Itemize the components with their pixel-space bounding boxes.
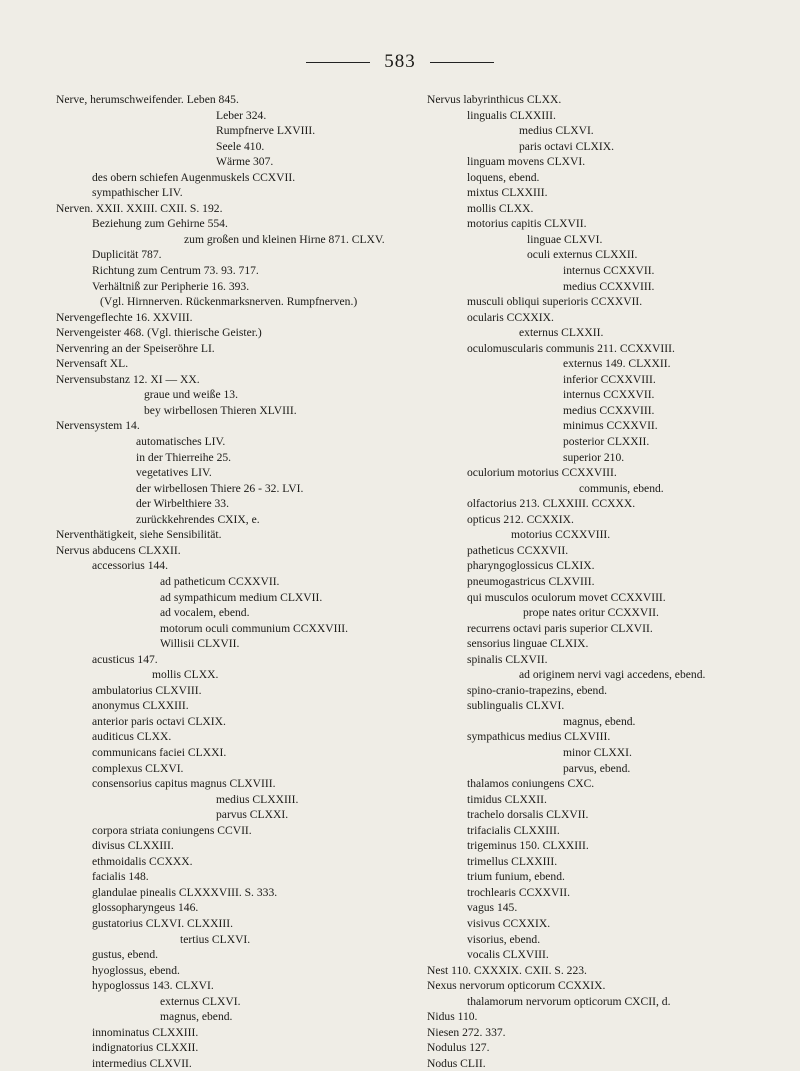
index-entry: Nervensubstanz 12. XI — XX. xyxy=(56,372,200,386)
index-entry: medius CLXVI. xyxy=(519,124,594,138)
index-entry: trigeminus 150. CLXXIII. xyxy=(467,839,589,853)
index-entry: medius CCXXVIII. xyxy=(563,279,655,293)
index-entry: motorum oculi communium CCXXVIII. xyxy=(160,621,349,635)
index-entry: Nervenring an der Speiseröhre LI. xyxy=(56,341,215,355)
index-entry: parvus CLXXI. xyxy=(216,808,289,822)
index-entry: Seele 410. xyxy=(216,139,265,153)
index-entry: divisus CLXXIII. xyxy=(92,839,174,853)
index-entry: Nexus nervorum opticorum CCXXIX. xyxy=(427,979,606,993)
index-entry: Rumpfnerve LXVIII. xyxy=(216,124,316,138)
index-entry: sensorius linguae CLXIX. xyxy=(467,637,589,651)
index-entry: visorius, ebend. xyxy=(467,932,541,946)
index-entry: minimus CCXXVII. xyxy=(563,419,658,433)
index-entry: accessorius 144. xyxy=(92,559,168,573)
index-entry: loquens, ebend. xyxy=(467,170,540,184)
index-entry: corpora striata coniungens CCVII. xyxy=(92,823,252,837)
index-entry: trimellus CLXXIII. xyxy=(467,854,558,868)
index-entry: oculorium motorius CCXXVIII. xyxy=(467,466,617,480)
index-entry: spino-cranio-trapezins, ebend. xyxy=(467,683,608,697)
index-entry: recurrens octavi paris superior CLXVII. xyxy=(467,621,653,635)
index-entry: Beziehung zum Gehirne 554. xyxy=(92,217,228,231)
index-entry: thalamos coniungens CXC. xyxy=(467,777,595,791)
index-entry: patheticus CCXXVII. xyxy=(467,543,569,557)
index-entry: externus CLXVI. xyxy=(160,994,241,1008)
index-entry: mollis CLXX. xyxy=(152,668,219,682)
index-entry: communicans faciei CLXXI. xyxy=(92,745,227,759)
index-entry: Nervengeflechte 16. XXVIII. xyxy=(56,310,193,324)
index-entry: Nidus 110. xyxy=(427,1010,478,1024)
index-entry: indignatorius CLXXII. xyxy=(92,1041,199,1055)
left-index-column xyxy=(56,92,416,1071)
index-entry: medius CLXXIII. xyxy=(216,792,299,806)
index-entry: innominatus CLXXIII. xyxy=(92,1025,199,1039)
index-entry: glandulae pinealis CLXXXVIII. S. 333. xyxy=(92,885,278,899)
index-entry: internus CCXXVII. xyxy=(563,388,655,402)
index-entry: zurückkehrendes CXIX, e. xyxy=(136,512,260,526)
index-entry: mixtus CLXXIII. xyxy=(467,186,548,200)
index-entry: bey wirbellosen Thieren XLVIII. xyxy=(144,403,297,417)
index-entry: automatisches LIV. xyxy=(136,435,226,449)
index-entry: Niesen 272. 337. xyxy=(427,1025,506,1039)
index-entry: Richtung zum Centrum 73. 93. 717. xyxy=(92,264,259,278)
index-entry: vagus 145. xyxy=(467,901,518,915)
index-entry: paris octavi CLXIX. xyxy=(519,139,614,153)
index-entry: ocularis CCXXIX. xyxy=(467,310,554,324)
index-entry: motorius capitis CLXVII. xyxy=(467,217,587,231)
index-entry: Wärme 307. xyxy=(216,155,274,169)
index-entry: glossopharyngeus 146. xyxy=(92,901,199,915)
index-entry: der Wirbelthiere 33. xyxy=(136,497,229,511)
index-entry: gustatorius CLXVI. CLXXIII. xyxy=(92,916,234,930)
index-entry: Nerven. XXII. XXIII. CXII. S. 192. xyxy=(56,201,223,215)
index-entry: magnus, ebend. xyxy=(160,1010,233,1024)
index-entry: Nerve, herumschweifender. Leben 845. xyxy=(56,93,239,106)
header-rule-left xyxy=(306,62,370,63)
index-entry: olfactorius 213. CLXXIII. CCXXX. xyxy=(467,497,636,511)
index-entry: ethmoidalis CCXXX. xyxy=(92,854,193,868)
index-entry: ambulatorius CLXVIII. xyxy=(92,683,202,697)
index-entry: facialis 148. xyxy=(92,870,149,884)
header-rule-right xyxy=(430,62,494,63)
index-entry: lingualis CLXXIII. xyxy=(467,108,556,122)
index-entry: auditicus CLXX. xyxy=(92,730,172,744)
index-entry: graue und weiße 13. xyxy=(144,388,239,402)
index-entry: Nodus CLII. xyxy=(427,1056,486,1070)
index-entry: Leber 324. xyxy=(216,108,267,122)
page-header xyxy=(0,48,800,76)
index-entry: linguam movens CLXVI. xyxy=(467,155,586,169)
index-entry: timidus CLXXII. xyxy=(467,792,547,806)
index-entry: inferior CCXXVIII. xyxy=(563,372,656,386)
index-entry: Nodulus 127. xyxy=(427,1041,490,1055)
index-entry: trium funium, ebend. xyxy=(467,870,565,884)
index-entry: Duplicität 787. xyxy=(92,248,162,262)
index-entry: gustus, ebend. xyxy=(92,948,159,962)
index-entry: in der Thierreihe 25. xyxy=(136,450,232,464)
index-entry: (Vgl. Hirnnerven. Rückenmarksnerven. Rumpfnerven.) xyxy=(100,295,358,309)
index-entry: trifacialis CLXXIII. xyxy=(467,823,560,837)
index-entry: oculi externus CLXXII. xyxy=(527,248,638,262)
index-entry: ad sympathicum medium CLXVII. xyxy=(160,590,323,604)
index-entry: medius CCXXVIII. xyxy=(563,403,655,417)
index-entry: visivus CCXXIX. xyxy=(467,916,551,930)
page-number: 583 xyxy=(384,51,416,72)
index-entry: Nervensaft XL. xyxy=(56,357,129,371)
index-entry: intermedius CLXVII. xyxy=(92,1056,192,1070)
index-entry: internus CCXXVII. xyxy=(563,264,655,278)
index-entry: linguae CLXVI. xyxy=(527,232,603,246)
index-entry: Nervensystem 14. xyxy=(56,419,140,433)
index-entry: zum großen und kleinen Hirne 871. CLXV. xyxy=(184,232,385,246)
index-entry: trachelo dorsalis CLXVII. xyxy=(467,808,589,822)
index-entry: spinalis CLXVII. xyxy=(467,652,548,666)
index-entry: Nervus abducens CLXXII. xyxy=(56,543,181,557)
index-entry: Nerventhätigkeit, siehe Sensibilität. xyxy=(56,528,222,542)
index-entry: vocalis CLXVIII. xyxy=(467,948,549,962)
index-entry: Nervengeister 468. (Vgl. thierische Geister.) xyxy=(56,326,262,340)
index-entry: des obern schiefen Augenmuskels CCXVII. xyxy=(92,170,296,184)
index-entry: mollis CLXX. xyxy=(467,201,534,215)
index-entry: externus CLXXII. xyxy=(519,326,604,340)
index-entry: externus 149. CLXXII. xyxy=(563,357,671,371)
index-entry: Willisii CLXVII. xyxy=(160,637,240,651)
index-entry: prope nates oritur CCXXVII. xyxy=(523,606,659,620)
index-entry: posterior CLXXII. xyxy=(563,435,650,449)
index-entry: trochlearis CCXXVII. xyxy=(467,885,571,899)
index-entry: anonymus CLXXIII. xyxy=(92,699,189,713)
index-entry: sympathischer LIV. xyxy=(92,186,183,200)
index-entry: ad vocalem, ebend. xyxy=(160,606,250,620)
index-entry: qui musculos oculorum movet CCXXVIII. xyxy=(467,590,666,604)
index-entry: pharyngoglossicus CLXIX. xyxy=(467,559,595,573)
index-entry: acusticus 147. xyxy=(92,652,158,666)
index-entry: consensorius capitus magnus CLXVIII. xyxy=(92,777,276,791)
index-entry: Nest 110. CXXXIX. CXII. S. 223. xyxy=(427,963,587,977)
index-entry: vegetatives LIV. xyxy=(136,466,212,480)
index-entry: sublingualis CLXVI. xyxy=(467,699,565,713)
index-entry: ad originem nervi vagi accedens, ebend. xyxy=(519,668,706,682)
index-entry: minor CLXXI. xyxy=(563,745,632,759)
index-entry: superior 210. xyxy=(563,450,625,464)
index-entry: communis, ebend. xyxy=(579,481,664,495)
index-entry: thalamorum nervorum opticorum CXCII, d. xyxy=(467,994,671,1008)
index-entry: complexus CLXVI. xyxy=(92,761,184,775)
index-entry: pneumogastricus CLXVIII. xyxy=(467,574,595,588)
index-entry: ad patheticum CCXXVII. xyxy=(160,574,280,588)
index-entry: anterior paris octavi CLXIX. xyxy=(92,714,226,728)
index-entry: Verhältniß zur Peripherie 16. 393. xyxy=(92,279,250,293)
index-entry: musculi obliqui superioris CCXXVII. xyxy=(467,295,643,309)
index-entry: hyoglossus, ebend. xyxy=(92,963,180,977)
index-entry: hypoglossus 143. CLXVI. xyxy=(92,979,214,993)
index-entry: tertius CLXVI. xyxy=(180,932,251,946)
index-entry: der wirbellosen Thiere 26 - 32. LVI. xyxy=(136,481,304,495)
index-entry: magnus, ebend. xyxy=(563,714,636,728)
index-entry: Nervus labyrinthicus CLXX. xyxy=(427,93,562,106)
index-entry: parvus, ebend. xyxy=(563,761,631,775)
index-entry: sympathicus medius CLXVIII. xyxy=(467,730,611,744)
index-entry: motorius CCXXVIII. xyxy=(511,528,611,542)
right-index-column xyxy=(427,92,772,1071)
index-entry: opticus 212. CCXXIX. xyxy=(467,512,574,526)
index-entry: oculomuscularis communis 211. CCXXVIII. xyxy=(467,341,675,355)
